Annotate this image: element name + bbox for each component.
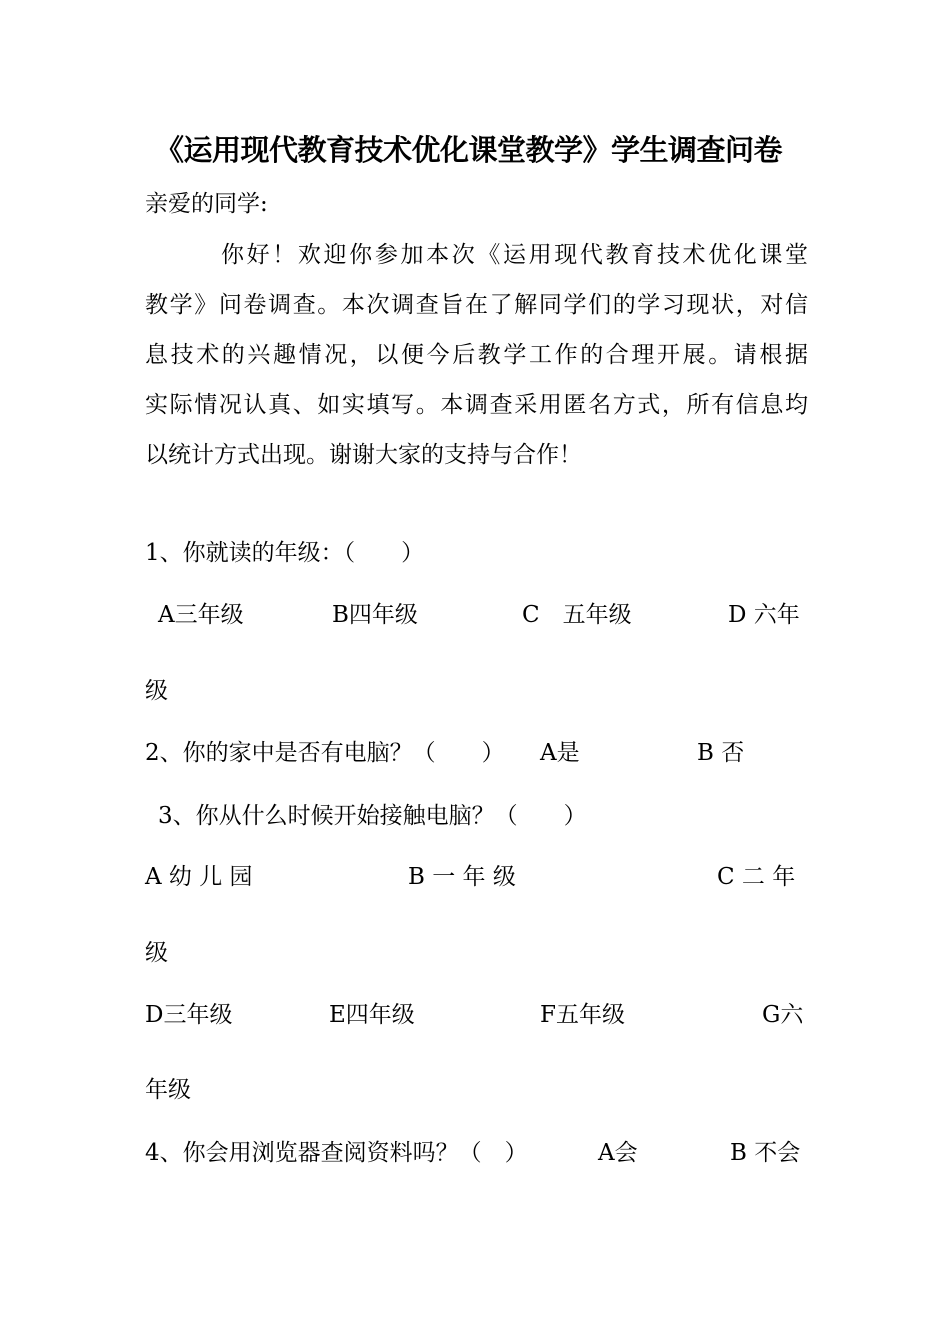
option-a[interactable]: A会 (598, 1140, 638, 1166)
option-a[interactable]: A 幼 儿 园 (145, 864, 253, 890)
option-d[interactable]: D 六年 (728, 602, 800, 628)
option-f[interactable]: F五年级 (540, 1002, 625, 1028)
option-c[interactable]: C 五年级 (522, 602, 632, 628)
question-1: 1、你就读的年级：（ ） (145, 540, 425, 566)
option-c[interactable]: C 二 年 (717, 864, 796, 890)
greeting: 亲爱的同学: (145, 191, 268, 217)
intro-line: 以统计方式出现。谢谢大家的支持与合作！ (145, 442, 582, 468)
option-c-wrap: 级 (145, 940, 168, 966)
question-3-options-row-2 (145, 996, 808, 1026)
intro-line: 你好！欢迎你参加本次《运用现代教育技术优化课堂 (221, 242, 808, 268)
intro-paragraph (145, 230, 808, 480)
question-4: 4、你会用浏览器查阅资料吗？（ ） (145, 1140, 528, 1166)
option-d[interactable]: D三年级 (145, 1002, 233, 1028)
page-title: 《运用现代教育技术优化课堂教学》学生调查问卷 (155, 133, 783, 167)
option-d-wrap: 级 (145, 678, 168, 704)
option-b[interactable]: B 不会 (730, 1140, 801, 1166)
question-3: 3、你从什么时候开始接触电脑？（ ） (158, 803, 587, 829)
question-2: 2、你的家中是否有电脑？（ ） (145, 740, 505, 766)
option-b[interactable]: B 一 年 级 (408, 864, 516, 890)
option-b[interactable]: B四年级 (332, 602, 418, 628)
question-3-options-row-1 (145, 858, 808, 888)
question-1-options (145, 596, 808, 626)
option-e[interactable]: E四年级 (329, 1002, 415, 1028)
option-a[interactable]: A是 (540, 740, 580, 766)
option-g-wrap: 年级 (145, 1077, 191, 1103)
option-a[interactable]: A三年级 (158, 602, 244, 628)
option-b[interactable]: B 否 (697, 740, 745, 766)
intro-line: 教学》问卷调查。本次调查旨在了解同学们的学习现状，对信 (145, 292, 808, 318)
intro-line: 实际情况认真、如实填写。本调查采用匿名方式，所有信息均 (145, 392, 808, 418)
intro-line: 息技术的兴趣情况，以便今后教学工作的合理开展。请根据 (145, 342, 808, 368)
option-g[interactable]: G六 (762, 1002, 804, 1028)
